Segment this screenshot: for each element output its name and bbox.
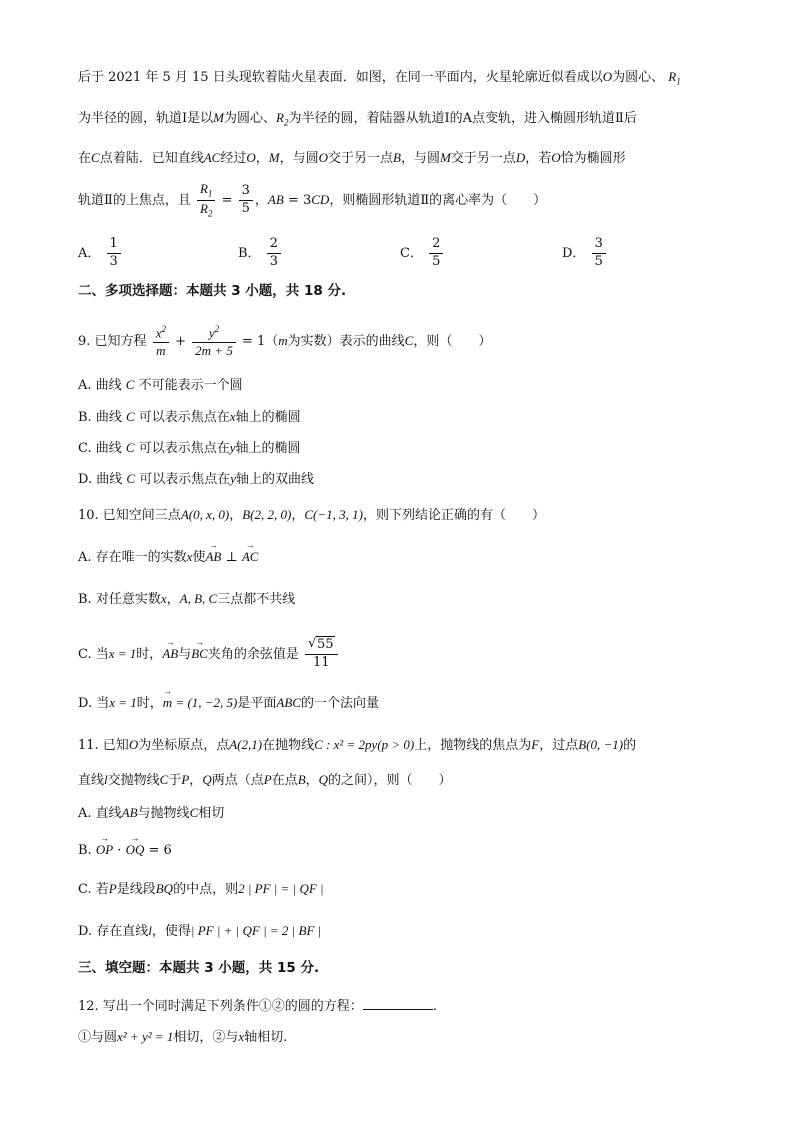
q9-option-a[interactable]: A. 曲线 C 不可能表示一个圆 — [78, 377, 243, 393]
q10-option-b[interactable]: B. 对任意实数x，A, B, C三点都不共线 — [78, 591, 296, 607]
q10-option-c[interactable]: C. 当x = 1时，→ AB与→ BC夹角的余弦值是 √ $\frac{55}{11}$ — [78, 638, 340, 671]
q10-stem: 10. 已知空间三点A(0, x, 0)，B(2, 2, 0)，C(−1, 3, 1)，则下列结论正确的有（ ） — [78, 507, 545, 523]
q10-option-a[interactable]: A. 存在唯一的实数x使→ AB ⊥ → AC — [78, 550, 258, 564]
q8-option-c[interactable]: C． $\frac{2}{5}$ — [400, 237, 445, 270]
q8-option-d[interactable]: D． $\frac{3}{5}$ — [562, 237, 608, 270]
answer-blank[interactable] — [363, 997, 433, 1010]
q11-option-d[interactable]: D. 存在直线l，使得| PF | + | QF | = 2 | BF | — [78, 923, 322, 939]
q12-stem: 12. 写出一个同时满足下列条件①②的圆的方程： . — [78, 999, 437, 1014]
q8-option-b[interactable]: B． $\frac{2}{3}$ — [238, 237, 283, 270]
q8-line-4: 轨道Ⅱ的上焦点，且 $\frac{R_1}{R_2}$ = $\frac{3}{5}$ ，AB = 3CD，则椭圆形轨道Ⅱ的离心率为（ ） — [78, 181, 547, 219]
q9-option-b[interactable]: B. 曲线 C 可以表示焦点在x轴上的椭圆 — [78, 409, 301, 425]
q9-option-c[interactable]: C. 曲线 C 可以表示焦点在y轴上的椭圆 — [78, 440, 301, 456]
q11-option-c[interactable]: C. 若P是线段BQ的中点，则2 | PF | = | QF | — [78, 881, 324, 897]
q11-stem-1: 11. 已知O为坐标原点，点A(2,1)在抛物线C : x² = 2py(p > 0)上，抛物线的焦点为F，过点B(0, −1)的 — [78, 737, 637, 753]
q8-line-3: 在C点着陆．已知直线AC经过O，M，与圆O交于另一点B，与圆M交于另一点D，若O恰为椭圆形 — [78, 150, 626, 166]
q11-option-b[interactable]: B. → OP · → OQ = 6 — [78, 843, 172, 857]
q9-stem: 9. 已知方程 $\frac{x^2}{m}$ + $\frac{y^2}{2m + 5}$ = 1（m为实数）表示的曲线C，则（ ） — [78, 324, 492, 359]
section-3-heading: 三、填空题：本题共 3 小题，共 15 分. — [78, 960, 320, 976]
q8-line-1: 后于 2021 年 5 月 15 日头现软着陆火星表面．如图，在同一平面内，火星轮廓近似看成以O为圆心、 $R_1$ — [78, 69, 681, 87]
section-2-heading: 二、多项选择题：本题共 3 小题，共 18 分. — [78, 283, 347, 299]
ratio-fraction: $\frac{R_1}{R_2}$ — [197, 182, 215, 219]
q8-line-2: 为半径的圆，轨道Ⅰ是以M为圆心、$R_2$为半径的圆，着陆器从轨道Ⅰ的A点变轨，进入椭圆形轨道Ⅱ后 — [78, 110, 637, 128]
q10-option-d[interactable]: D. 当x = 1时，→ m = (1, −2, 5)是平面ABC的一个法向量 — [78, 696, 379, 710]
q11-option-a[interactable]: A. 直线AB与抛物线C相切 — [78, 805, 225, 821]
q11-stem-2: 直线l交抛物线C于P，Q两点（点P在点B，Q的之间），则（ ） — [78, 772, 452, 788]
value-fraction: $\frac{3}{5}$ — [239, 184, 253, 217]
q8-option-a[interactable]: A． $\frac{1}{3}$ — [78, 237, 123, 270]
q12-conditions: ①与圆x² + y² = 1相切，②与x轴相切. — [78, 1029, 288, 1045]
q9-option-d[interactable]: D. 曲线 C 可以表示焦点在y轴上的双曲线 — [78, 471, 314, 487]
